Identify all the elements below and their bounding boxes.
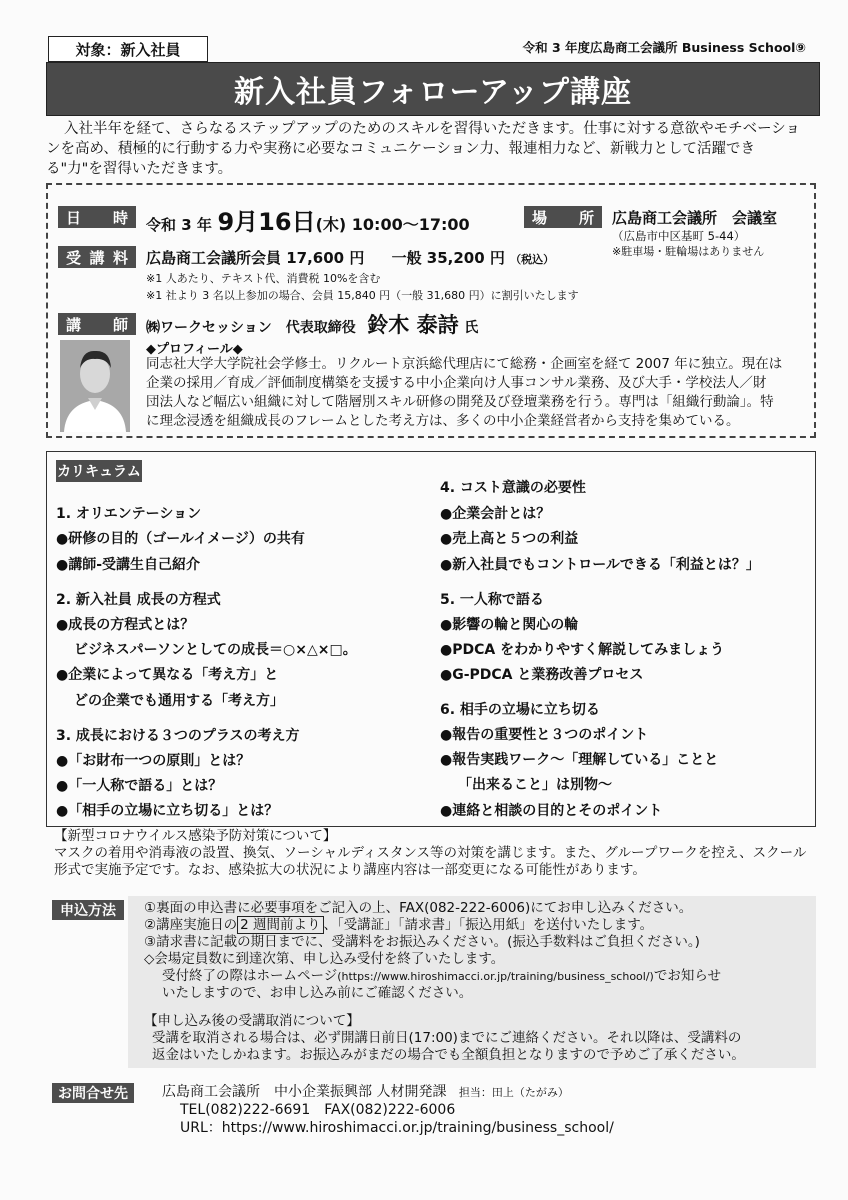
apply-line-3: ③請求書に記載の期日までに、受講料をお振込みください。(振込手数料はご負担ください。): [144, 934, 700, 950]
contact-person: 担当：田上（たがみ）: [458, 1086, 569, 1099]
profile-text: 同志社大学大学院社会学修士。リクルート京浜総代理店にて総務・企画室を経て 2007 年に独立。現在は 企業の採用／育成／評価制度構築を支援する中小企業向け人事コンサル業務、及び大手・学校法人／財 団法人など幅広い組織に対して階層別スキル研修の開発及び登壇業務を行う。専門は「組織行動論」。特 に理念浸透を組織成長のフレームとした考え方は、多くの中小企業経営者から支持を集めている。: [146, 356, 783, 429]
target-audience-box: [48, 36, 208, 62]
lecturer-label: 講 師: [58, 313, 136, 335]
covid-heading: 【新型コロナウイルス感染予防対策について】: [54, 828, 337, 844]
fee-label: 受 講 料: [58, 246, 136, 268]
contact-tel-fax: TEL(082)222-6691 FAX(082)222-6006: [180, 1102, 456, 1118]
apply-line-2: ②講座実施日の 2 週間前より 、「受講証」「請求書」「振込用紙」を送付いたします。: [144, 917, 654, 933]
curriculum-left-item: ●講師-受講生自己紹介: [56, 557, 201, 573]
curriculum-left-item: 2. 新入社員 成長の方程式: [56, 592, 221, 608]
apply-line-1: ①裏面の申込書に必要事項をご記入の上、FAX(082-222-6006)にてお申し込みください。: [144, 900, 693, 916]
contact-label: お問合せ先: [52, 1083, 134, 1103]
page-title: 新入社員フォローアップ講座: [234, 75, 632, 110]
contact-url: URL：https://www.hiroshimacci.or.jp/training/business_school/: [180, 1120, 614, 1136]
fee-note-1: ※1 人あたり、テキスト代、消費税 10%を含む: [146, 272, 381, 285]
cancel-heading: 【申し込み後の受講取消について】: [144, 1013, 360, 1029]
profile-heading: ◆プロフィール◆: [146, 342, 243, 357]
curriculum-right-item: 6. 相手の立場に立ち切る: [440, 702, 600, 718]
fee-general: 一般 35,200 円: [391, 249, 505, 267]
curriculum-right-item: ●PDCA をわかりやすく解説してみましょう: [440, 642, 725, 658]
curriculum-left-item: ●「相手の立場に立ち切る」とは？: [56, 803, 279, 819]
curriculum-left-item: ●「一人称で語る」とは？: [56, 778, 223, 794]
curriculum-left-item: ●成長の方程式とは？: [56, 617, 195, 633]
curriculum-right-item: ●企業会計とは？: [440, 506, 551, 522]
curriculum-left-item: ●企業によって異なる「考え方」と: [56, 667, 279, 683]
place-name: 広島商工会議所 会議室: [612, 209, 778, 227]
apply-label: 申込方法: [52, 900, 124, 920]
covid-notice: 【新型コロナウイルス感染予防対策について】 マスクの着用や消毒液の設置、換気、ソーシャルディスタンス等の対策を講じます。また、グループワークを控え、スクール 形式で実施予定です。なお、感染拡大の状況により講座内容は一部変更になる可能性があります。: [54, 828, 807, 878]
series-title: 令和 3 年度広島商工会議所 Business School⑨: [522, 40, 806, 55]
curriculum-label: カリキュラム: [56, 460, 142, 482]
place-label: 場 所: [524, 206, 602, 228]
contact-org: 広島商工会議所 中小企業振興部 人材開発課: [162, 1084, 447, 1100]
homepage-url: (https://www.hiroshimacci.or.jp/training/business_school/): [337, 970, 654, 983]
fee-member: 広島商工会議所会員 17,600 円: [146, 249, 365, 267]
curriculum-right-item: ●報告実践ワーク～「理解している」ことと: [440, 752, 719, 768]
place-note: ※駐車場・駐輪場はありません: [612, 245, 765, 258]
curriculum-right-item: ●売上高と５つの利益: [440, 531, 579, 547]
fee-note-2: ※1 社より 3 名以上参加の場合、会員 15,840 円（一般 31,680 円）に割引いたします: [146, 289, 579, 302]
title-bar: [46, 62, 820, 116]
target-audience: 対象：新入社員: [75, 40, 181, 59]
curriculum-right-item: ●新入社員でもコントロールできる「利益とは？」: [440, 557, 760, 573]
lecturer-line: [146, 309, 478, 339]
cancel-line-1: 受講を取消される場合は、必ず開講日前日(17:00)までにご連絡ください。それ以降は、受講料の: [152, 1030, 742, 1046]
curriculum-left-item: ●「お財布一つの原則」とは？: [56, 753, 251, 769]
curriculum-right-item: ●G-PDCA と業務改善プロセス: [440, 667, 644, 683]
curriculum-left-item: ●研修の目的（ゴールイメージ）の共有: [56, 531, 305, 547]
curriculum-left-item: どの企業でも通用する「考え方」: [74, 693, 284, 709]
apply-line-5: 受付終了の際はホームページ(https://www.hiroshimacci.or.jp/training/business_school/)でお知らせ: [162, 968, 721, 984]
curriculum-right-item: ●影響の輪と関心の輪: [440, 617, 579, 633]
cancel-line-2: 返金はいたしかねます。お振込みがまだの場合でも全額負担となりますので予めご了承ください。: [152, 1047, 745, 1063]
lecturer-photo: [60, 340, 130, 432]
curriculum-right-item: 5. 一人称で語る: [440, 592, 544, 608]
lecturer-portrait-icon: [60, 340, 130, 432]
date-value: 令和 3 年 9月16日(木) 10:00～17:00: [146, 208, 470, 236]
place-address: （広島市中区基町 5-44）: [612, 229, 746, 243]
curriculum-right-item: 4. コスト意識の必要性: [440, 480, 586, 496]
apply-line-4: ◇会場定員数に到達次第、申し込み受付を終了いたします。: [144, 951, 505, 967]
two-weeks-box: 2 週間前より: [237, 916, 323, 934]
curriculum-right-item: 「出来ること」は別物～: [458, 777, 612, 793]
contact-org-line: [162, 1083, 569, 1102]
lecturer-company: ㈱ワークセッション 代表取締役: [146, 320, 356, 336]
curriculum-left-item: ビジネスパーソンとしての成長＝○×△×□。: [74, 642, 357, 658]
lecturer-honorific: 氏: [464, 320, 479, 336]
fee-values: [146, 247, 554, 268]
curriculum-left-item: 3. 成長における３つのプラスの考え方: [56, 728, 300, 744]
apply-line-6: いたしますので、お申し込み前にご確認ください。: [162, 985, 473, 1001]
intro-text: 入社半年を経て、さらなるステップアップのためのスキルを習得いただきます。仕事に対する意欲やモチベーションを高め、積極的に行動する力や実務に必要なコミュニケーション力、報連相力など、新戦力として活躍できる"力"を習得いただきます。: [46, 121, 801, 177]
fee-tax: （税込）: [510, 253, 555, 266]
lecturer-name: 鈴木 泰詩: [367, 313, 459, 337]
curriculum-right-item: ●連絡と相談の目的とそのポイント: [440, 803, 663, 819]
curriculum-left-item: 1. オリエンテーション: [56, 506, 202, 522]
date-label: 日 時: [58, 206, 136, 228]
curriculum-right-item: ●報告の重要性と３つのポイント: [440, 727, 649, 743]
